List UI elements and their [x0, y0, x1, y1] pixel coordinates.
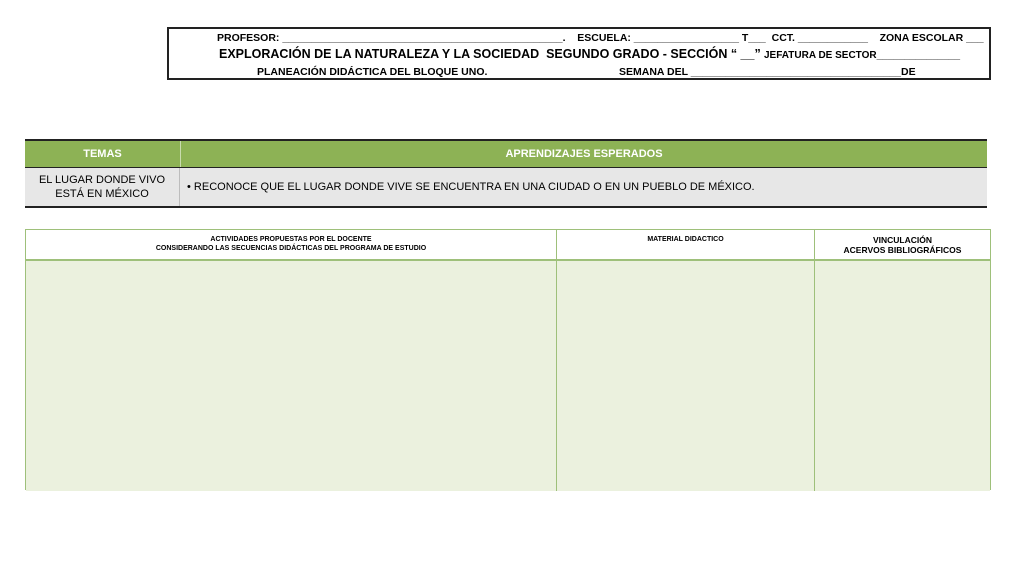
header-box [167, 27, 991, 80]
actividades-cell[interactable] [26, 261, 557, 491]
header-actividades-line1: ACTIVIDADES PROPUESTAS POR EL DOCENTE [210, 236, 372, 243]
vinculacion-cell[interactable] [815, 261, 990, 491]
header-vinculacion-line1: VINCULACIÓN [872, 235, 933, 245]
activities-table-header [26, 230, 990, 261]
tema-line1: EL LUGAR DONDE VIVO [38, 174, 166, 186]
table-row [25, 167, 987, 206]
activities-table-body [26, 261, 990, 491]
header-title: EXPLORACIÓN DE LA NATURALEZA Y LA SOCIEDAD SEGUNDO GRADO - SECCIÓN “ __” [219, 47, 761, 61]
header-vinculacion-line2: ACERVOS BIBLIOGRÁFICOS [843, 245, 962, 255]
activities-table [25, 229, 991, 490]
temas-table [25, 139, 987, 208]
temas-table-header [25, 141, 987, 167]
aprendizaje-cell: • RECONOCE QUE EL LUGAR DONDE VIVE SE ENCUENTRA EN UNA CIUDAD O EN UN PUEBLO DE MÉXICO. [187, 181, 755, 193]
header-vinculacion [815, 230, 990, 259]
header-actividades-line2: CONSIDERANDO LAS SECUENCIAS DIDÁCTICAS DEL PROGRAMA DE ESTUDIO [155, 245, 427, 252]
header-aprendizajes: APRENDIZAJES ESPERADOS [505, 148, 663, 160]
header-profesor-line: PROFESOR: ________________________________________________. ESCUELA: __________________ T___ CCT. ____________ ZONA ESCOLAR ___ [217, 32, 984, 44]
tema-line2: ESTÁ EN MÉXICO [55, 188, 149, 200]
header-jefatura: JEFATURA DE SECTOR_______________ [764, 50, 961, 61]
header-semana: SEMANA DEL ____________________________________DE [619, 66, 916, 78]
header-planeacion: PLANEACIÓN DIDÁCTICA DEL BLOQUE UNO. [257, 66, 488, 78]
material-cell[interactable] [557, 261, 815, 491]
header-material: MATERIAL DIDACTICO [557, 230, 815, 259]
header-actividades [26, 230, 557, 259]
tema-cell [25, 168, 180, 206]
header-temas: TEMAS [25, 141, 181, 167]
